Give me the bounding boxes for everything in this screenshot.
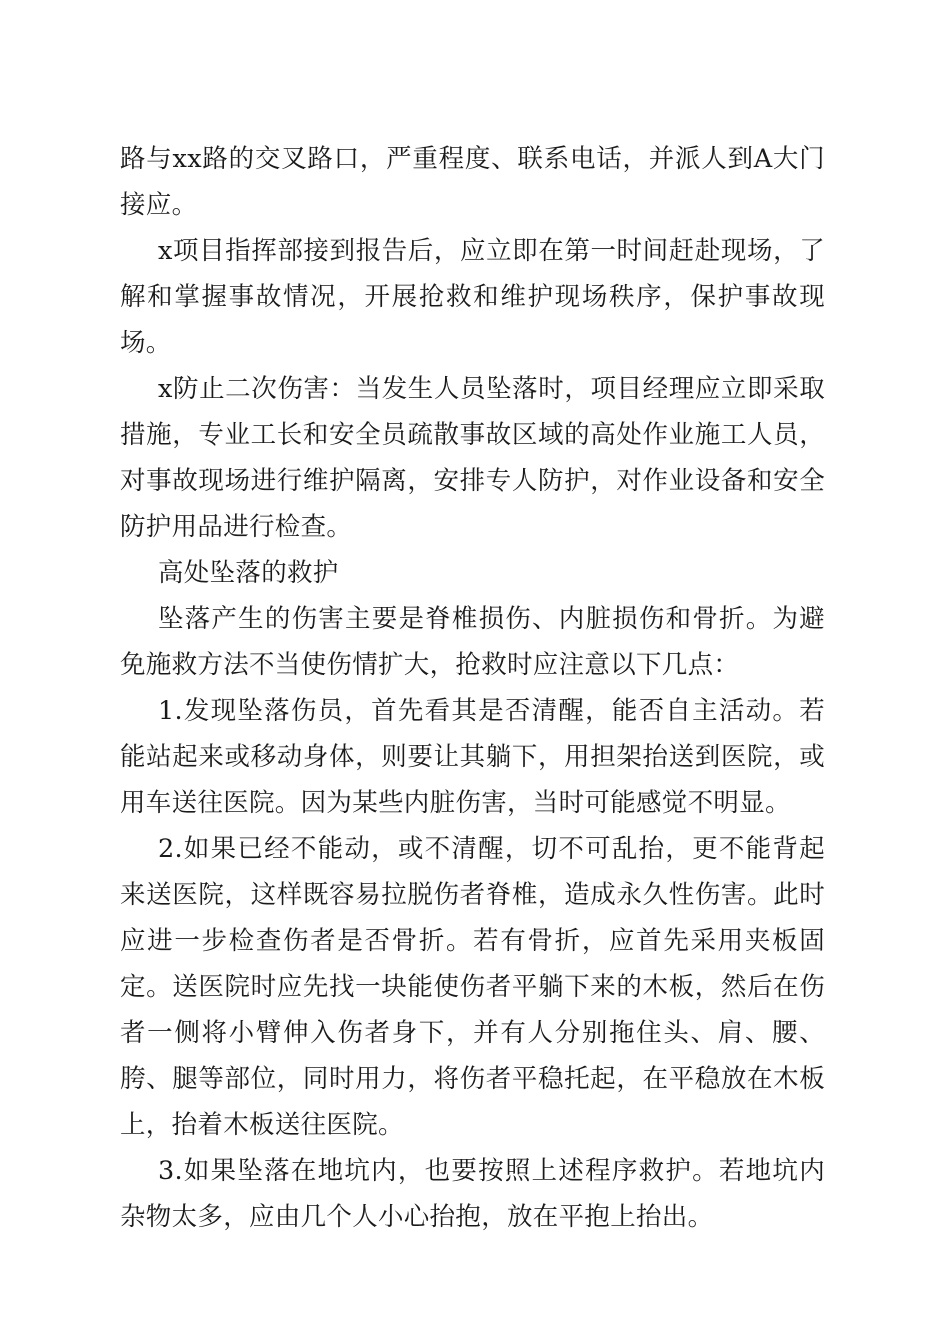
list-item-2: 2.如果已经不能动，或不清醒，切不可乱抬，更不能背起来送医院，这样既容易拉脱伤者脊椎，造成永久性伤害。此时应进一步检查伤者是否骨折。若有骨折，应首先采用夹板固定。送医院时应先找一块能使伤者平躺下来的木板，然后在伤者一侧将小臂伸入伤者身下，并有人分别拖住头、肩、腰、胯、腿等部位，同时用力，将伤者平稳托起，在平稳放在木板上，抬着木板送往医院。	[120, 834, 825, 1140]
paragraph-injury-overview: 坠落产生的伤害主要是脊椎损伤、内脏损伤和骨折。为避免施救方法不当使伤情扩大，抢救时应注意以下几点：	[120, 604, 825, 680]
document-body	[120, 136, 825, 1240]
list-item-1: 1.发现坠落伤员，首先看其是否清醒，能否自主活动。若能站起来或移动身体，则要让其躺下，用担架抬送到医院，或用车送往医院。因为某些内脏伤害，当时可能感觉不明显。	[120, 696, 825, 818]
section-heading-fall-rescue: 高处坠落的救护	[158, 558, 339, 588]
paragraph-continuation: 路与xx路的交叉路口，严重程度、联系电话，并派人到A大门接应。	[120, 144, 825, 220]
paragraph-command-response: x项目指挥部接到报告后，应立即在第一时间赶赴现场，了解和掌握事故情况，开展抢救和维护现场秩序，保护事故现场。	[120, 236, 825, 358]
list-item-3: 3.如果坠落在地坑内，也要按照上述程序救护。若地坑内杂物太多，应由几个人小心抬抱，放在平抱上抬出。	[120, 1156, 825, 1232]
paragraph-prevent-secondary-injury: x防止二次伤害：当发生人员坠落时，项目经理应立即采取措施，专业工长和安全员疏散事故区域的高处作业施工人员，对事故现场进行维护隔离，安排专人防护，对作业设备和安全防护用品进行检查。	[120, 374, 825, 542]
